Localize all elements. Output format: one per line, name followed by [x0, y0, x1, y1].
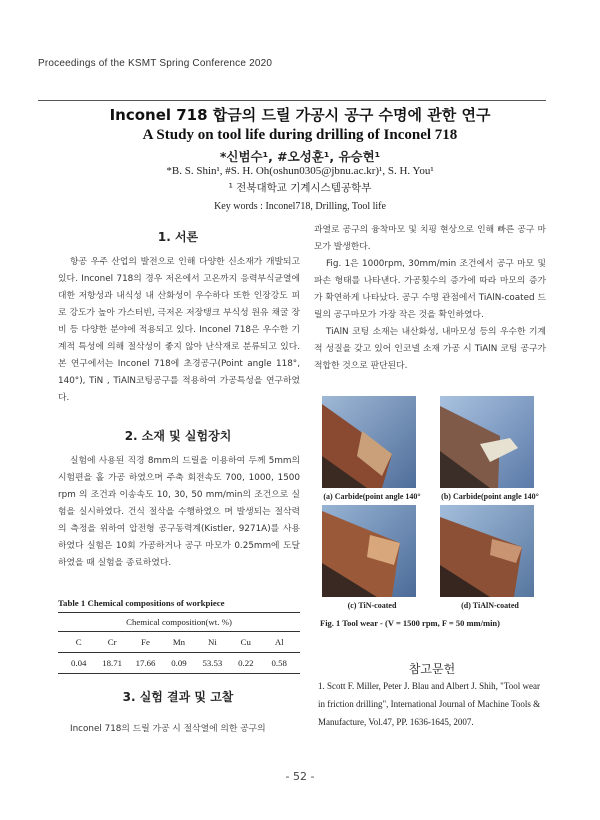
table-1-head: Chemical composition(wt. %): [58, 612, 300, 632]
table-cell: Fe: [141, 637, 150, 647]
table-cell: 0.22: [238, 658, 254, 668]
table-cell: 53.53: [202, 658, 223, 668]
table-cell: 0.09: [171, 658, 187, 668]
page-number: - 52 -: [285, 770, 315, 783]
tool-wear-photo-c: [322, 505, 416, 597]
proceedings-header: Proceedings of the KSMT Spring Conference 2020: [38, 58, 273, 69]
section-1-body: [58, 254, 300, 407]
section-1-paragraph: 항공 우주 산업의 발전으로 인해 다양한 신소재가 개발되고 있다. Inconel 718의 경우 저온에서 고온까지 응력부식균열에 대한 저항성과 내식성 내 산화성이 우수하다 또한 인장강도 피로 강도가 높아 가스터빈, 극저온 저장탱크 부식성 원유 채굴 장비 등 다양한 분야에 적용되고 있다. Inconel 718은 우수한 기계적 특성에 의해 절삭성이 좋지 않아 난삭재로 분류되고 있다. 본 연구에서는 Inconel 718에 초경공구(Point angle 118°, 140°), TiN , TiAlN코팅공구를 적용하여 가공특성을 연구하였다.: [58, 257, 300, 403]
table-1-header-row: [58, 632, 300, 653]
title-korean: Inconel 718 합금의 드릴 가공시 공구 수명에 관한 연구: [109, 106, 491, 124]
table-cell: Cr: [107, 637, 117, 647]
figure-caption-a: (a) Carbide(point angle 140°: [323, 492, 421, 501]
figure-caption-b: (b) Carbide(point angle 140°: [441, 492, 539, 501]
table-1-caption: Table 1 Chemical compositions of workpiece: [58, 598, 225, 608]
table-cell: Mn: [172, 637, 186, 647]
tool-wear-photo-a: [322, 396, 416, 488]
authors-english: *B. S. Shin¹, #S. H. Oh(oshun0305@jbnu.ac.kr)¹, S. H. You¹: [166, 165, 434, 177]
table-cell: C: [75, 637, 82, 647]
affiliation: ¹ 전북대학교 기계시스템공학부: [228, 182, 372, 194]
table-cell: Cu: [240, 637, 251, 647]
right-paragraph: 과열로 공구의 융착마모 및 치핑 현상으로 인해 빠른 공구 마모가 발생한다.: [314, 225, 546, 252]
tool-wear-photo-d: [440, 505, 534, 597]
section-2-title: 2. 소재 및 실험장치: [124, 429, 232, 443]
reference-item: 1. Scott F. Miller, Peter J. Blau and Albert J. Shih, "Tool wear in friction drilling", International Journal of Machine Tools & Manufacture, Vol.47, PP. 1636-1645, 2007.: [318, 681, 541, 727]
table-cell: 0.58: [271, 658, 287, 668]
figure-caption-c: (c) TiN-coated: [347, 601, 397, 610]
references-title: 참고문헌: [408, 662, 456, 676]
keywords: Key words : Inconel718, Drilling, Tool life: [214, 201, 386, 212]
table-cell: 18.71: [102, 658, 123, 668]
section-3-body: [58, 721, 300, 738]
authors-korean: *신범수¹, #오성훈¹, 유승현¹: [219, 149, 381, 164]
section-2-body: [58, 453, 300, 572]
tool-wear-photo-b: [440, 396, 534, 488]
header-rule: [38, 100, 546, 101]
right-paragraph: Fig. 1은 1000rpm, 30mm/min 조건에서 공구 마모 및 파손 형태를 나타낸다. 가공횟수의 증가에 따라 마모의 증가가 확연하게 나타났다. 공구 수명 관점에서 TiAlN-coated 드릴의 공구마모가 가장 작은 것을 확인하였다.: [314, 259, 546, 320]
right-column-body: [314, 222, 546, 375]
table-cell: Ni: [207, 637, 217, 647]
section-3-paragraph: Inconel 718의 드릴 가공 시 절삭열에 의한 공구의: [70, 724, 266, 734]
table-cell: 0.04: [71, 658, 87, 668]
section-2-paragraph: 실험에 사용된 직경 8mm의 드릴을 이용하여 두께 5mm의 시험편을 홀 가공 하였으며 주축 회전속도 700, 1000, 1500 rpm 의 조건과 이송속도 10, 30, 50 mm/min의 조건으로 실험을 실시하였다. 건식 절삭을 수행하였으 며 발생되는 절삭력의 측정을 위하여 압전형 공구동력계(Kistler, 9271A)를 사용하였다 실험은 10회 가공하거나 공구 마모가 0.25mm에 도달 하였을 때 실험을 종료하였다.: [58, 456, 300, 568]
table-cell: 17.66: [135, 658, 156, 668]
table-1: [58, 612, 300, 674]
figure-caption-d: (d) TiAlN-coated: [461, 601, 519, 610]
table-1-value-row: [58, 653, 300, 674]
section-1-title: 1. 서론: [157, 230, 199, 244]
figure-1-caption: Fig. 1 Tool wear - (V = 1500 rpm, F = 50 mm/min): [320, 618, 500, 628]
right-paragraph: TiAlN 코팅 소재는 내산화성, 내마모성 등의 우수한 기계적 성질을 갖고 있어 인코넬 소재 가공 시 TiAlN 코팅 공구가 적합한 것으로 판단된다.: [314, 327, 546, 371]
section-3-title: 3. 실험 결과 및 고찰: [122, 690, 234, 704]
title-english: A Study on tool life during drilling of Inconel 718: [142, 127, 458, 143]
table-cell: Al: [274, 637, 284, 647]
